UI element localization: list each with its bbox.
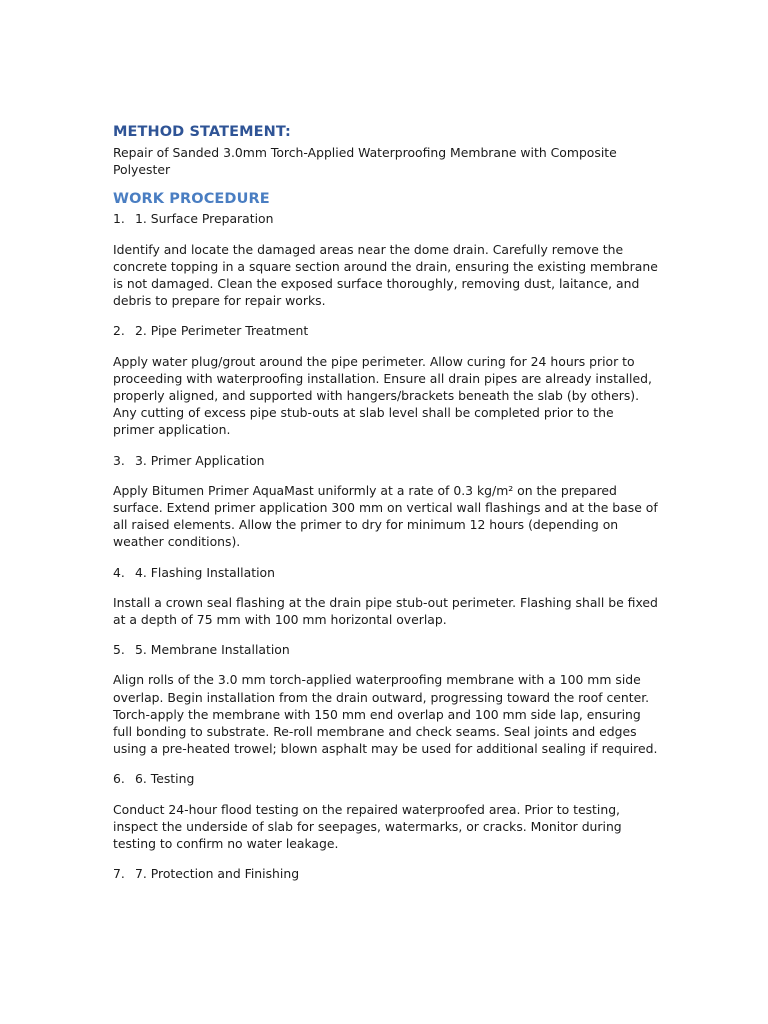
step-4 — [113, 564, 658, 629]
step-title-text: 4. Flashing Installation — [135, 564, 275, 580]
procedure-steps — [113, 210, 658, 882]
step-title-text: 5. Membrane Installation — [135, 642, 290, 658]
step-number: 5. — [113, 642, 125, 658]
step-title-text: 6. Testing — [135, 771, 195, 787]
step-title-text: 7. Protection and Finishing — [135, 866, 300, 882]
step-title-text: 2. Pipe Perimeter Treatment — [135, 323, 309, 339]
step-7 — [113, 865, 658, 882]
step-title — [113, 452, 658, 469]
step-body: Install a crown seal flashing at the drain pipe stub-out perimeter. Flashing shall be fixed at a depth of 75 mm with 100 mm horizontal overlap. — [113, 594, 658, 628]
document-page — [113, 123, 658, 883]
step-title — [113, 770, 658, 787]
step-number: 3. — [113, 452, 125, 468]
step-2 — [113, 322, 658, 438]
step-title — [113, 865, 658, 882]
document-subtitle: Repair of Sanded 3.0mm Torch-Applied Waterproofing Membrane with Composite Polyester — [113, 145, 617, 178]
step-body: Apply water plug/grout around the pipe perimeter. Allow curing for 24 hours prior to proceeding with waterproofing installation. Ensure all drain pipes are already installed, properly aligned, and supported with hangers/brackets beneath the slab (by others). Any cutting of excess pipe stub-outs at slab level shall be completed prior to the primer application. — [113, 353, 652, 438]
step-number: 6. — [113, 771, 125, 787]
step-title-text: 3. Primer Application — [135, 452, 265, 468]
step-title-text: 1. Surface Preparation — [135, 211, 274, 227]
step-number: 7. — [113, 866, 125, 882]
step-body: Conduct 24-hour flood testing on the repaired waterproofed area. Prior to testing, inspect the underside of slab for seepages, watermarks, or cracks. Monitor during testing to confirm no water leakage. — [113, 801, 622, 852]
step-title — [113, 564, 658, 581]
step-number: 1. — [113, 211, 125, 227]
step-number: 2. — [113, 323, 125, 339]
section-heading: WORK PROCEDURE — [113, 191, 270, 208]
step-body: Identify and locate the damaged areas near the dome drain. Carefully remove the concrete topping in a square section around the drain, ensuring the existing membrane is not damaged. Clean the exposed surface thoroughly, removing dust, laitance, and debris to prepare for repair works. — [113, 241, 658, 309]
step-body: Apply Bitumen Primer AquaMast uniformly at a rate of 0.3 kg/m² on the prepared surface. Extend primer application 300 mm on vertical wall flashings and at the base of all raised elements. Allow the primer to dry for minimum 12 hours (depending on weather conditions). — [113, 482, 658, 550]
step-3 — [113, 452, 658, 551]
step-5 — [113, 641, 658, 757]
step-1 — [113, 210, 658, 309]
document-title: METHOD STATEMENT: — [113, 124, 291, 140]
step-title — [113, 322, 658, 339]
step-number: 4. — [113, 564, 125, 580]
step-title — [113, 641, 658, 658]
step-title — [113, 210, 658, 227]
step-body: Align rolls of the 3.0 mm torch-applied waterproofing membrane with a 100 mm side overlap. Begin installation from the drain outward, progressing toward the roof center. Torch-apply the membrane with 150 mm end overlap and 100 mm side lap, ensuring full bonding to substrate. Re-roll membrane and check seams. Seal joints and edges using a pre-heated trowel; blown asphalt may be used for additional sealing if required. — [113, 672, 658, 757]
step-6 — [113, 770, 658, 852]
